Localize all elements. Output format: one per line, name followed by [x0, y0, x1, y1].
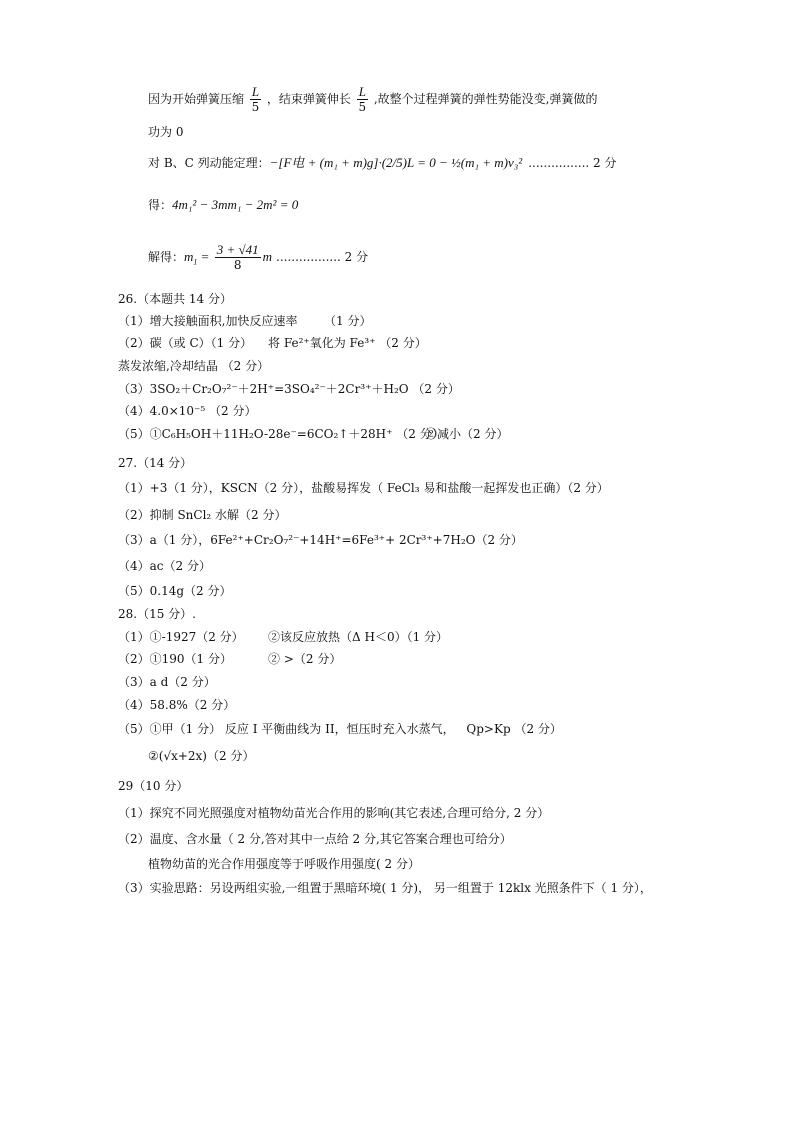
sec25-line4: 得：4m₁² − 3mm₁ − 2m² = 0 [148, 197, 299, 212]
sec27-answer4: （4）ac（2 分） [118, 559, 211, 573]
sec27-answer2: （2）抑制 SnCl₂ 水解（2 分） [118, 508, 287, 522]
sec28-answer3: （3）a d（2 分） [118, 675, 216, 689]
sec26-answer1-score: （1 分） [324, 314, 372, 328]
reaction-quotient-comparison: Qp>Kp [466, 722, 511, 736]
sec26-answer2: （2）碳（或 C）（1 分） [118, 336, 253, 350]
sec26-answer3: （3）3SO₂＋Cr₂O₇²⁻＋2H⁺=3SO₄²⁻＋2Cr³⁺＋H₂O （2 分） [118, 382, 460, 396]
sec25-line2: 功为 0 [148, 125, 184, 139]
sec26-answer5: （5）①C₆H₅OH＋11H₂O-28e⁻=6CO₂↑＋28H⁺ （2 分） [118, 427, 444, 441]
sec29-answer3: （3）实验思路：另设两组实验,一组置于黑暗环境( 1 分)， 另一组置于 12klx 光照条件下（ 1 分）， [118, 881, 652, 895]
sec27-heading: 27.（14 分） [118, 456, 193, 470]
sec28-answer1: （1）①-1927（2 分） [118, 630, 244, 644]
sec26-answer4: （4）4.0×10⁻⁵ （2 分） [118, 404, 257, 418]
sec28-answer1b: ②该反应放热（Δ H＜0）（1 分） [268, 630, 449, 644]
sec27-answer1: （1）+3（1 分），KSCN（2 分），盐酸易挥发（ FeCl₃ 易和盐酸一起挥发也正确）（2 分） [118, 481, 609, 495]
sec26-answer2b: 将 Fe²⁺氧化为 Fe³⁺ （2 分） [268, 336, 427, 350]
solution-fraction: $\frac{3 + √41}{8}$ [216, 242, 259, 272]
sec25-line5: 解得：$m_1$ = $\frac{3 + √41}{8}$ m ................. 2 分 [148, 242, 369, 272]
sec26-answer5b: ②减小（2 分） [425, 427, 509, 441]
sec28-answer2b: ② >（2 分） [268, 652, 342, 666]
sec29-heading: 29（10 分） [118, 779, 189, 793]
sec29-answer2b: 植物幼苗的光合作用强度等于呼吸作用强度( 2 分） [148, 857, 420, 871]
sec25-line1: 因为开始弹簧压缩 $\frac{L}{5}$ ，结束弹簧伸长 $\frac{L}{5}$ ,故整个过程弹簧的弹性势能没变,弹簧做的 [148, 84, 598, 114]
sec27-answer3: （3）a（1 分），6Fe²⁺+Cr₂O₇²⁻+14H⁺=6Fe³⁺+ 2Cr³⁺+7H₂O（2 分） [118, 533, 523, 547]
sec29-answer2: （2）温度、含水量（ 2 分,答对其中一点给 2 分,其它答案合理也可给分） [118, 832, 512, 846]
sec28-heading: 28.（15 分）. [118, 607, 196, 621]
sec26-heading: 26.（本题共 14 分） [118, 292, 232, 306]
fraction-L-over-5-b: $\frac{L}{5}$ [358, 84, 367, 114]
kinetic-energy-equation: −[F电 + (m₁ + m)g]·(2/5)L = 0 − ½(m₁ + m)v₃² [269, 155, 523, 170]
sec29-answer1: （1）探究不同光照强度对植物幼苗光合作用的影响(其它表述,合理可给分, 2 分） [118, 806, 550, 820]
fraction-L-over-5: $\frac{L}{5}$ [251, 84, 260, 114]
sec28-answer6: ②(√x+2x)（2 分） [148, 749, 255, 763]
sec27-answer5: （5）0.14g（2 分） [118, 584, 232, 598]
sec26-answer1: （1）增大接触面积,加快反应速率 [118, 314, 298, 328]
sec26-answer2c: 蒸发浓缩,冷却结晶 （2 分） [118, 359, 270, 373]
sec28-answer5: （5）①甲（1 分） 反应 I 平衡曲线为 II，恒压时充入水蒸气， Qp>Kp （2 分） [118, 722, 562, 736]
sec28-answer2: （2）①190（1 分） [118, 652, 232, 666]
sec28-answer4: （4）58.8%（2 分） [118, 698, 236, 712]
mass-equation: 4m₁² − 3mm₁ − 2m² = 0 [172, 197, 299, 212]
sec25-line3: 对 B、C 列动能定理：−[F电 + (m₁ + m)g]·(2/5)L = 0 − ½(m₁ + m)v₃² ................ 2 分 [148, 155, 617, 170]
